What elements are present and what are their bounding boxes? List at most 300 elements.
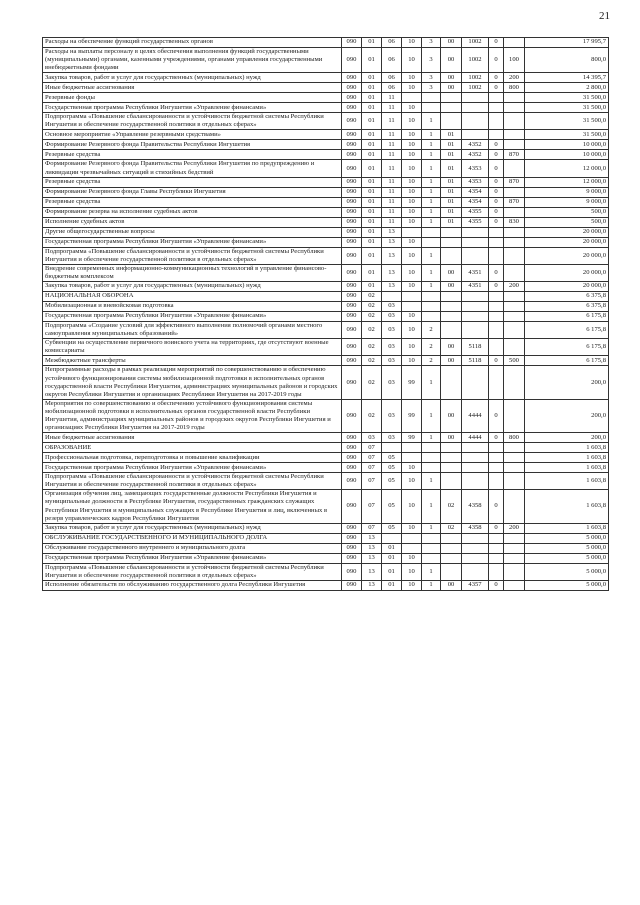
amount-cell: 5 000,0 xyxy=(525,580,609,590)
row-name: Иные бюджетные ассигнования xyxy=(43,433,342,443)
code-cell: 10 xyxy=(402,563,422,580)
code-cell: 10 xyxy=(402,264,422,281)
table-row xyxy=(43,237,609,247)
code-cell xyxy=(441,93,462,103)
row-name: Расходы на обеспечение функций государственных органов xyxy=(43,38,342,48)
row-name: Мероприятия по совершенствованию и обеспечению устойчивого функционирования системы мобилизационной подготовки в исполнительных органов государственной власти Республики Ингушетия, администрациях муниципальных районов и городских округов Республики Ингушетия и организациях Республики Ингушетия на 2017-2019 годы xyxy=(43,399,342,432)
code-cell: 13 xyxy=(362,533,382,543)
code-cell xyxy=(489,366,504,399)
code-cell: 01 xyxy=(362,73,382,83)
table-row xyxy=(43,523,609,533)
code-cell: 01 xyxy=(441,150,462,160)
row-name: Мобилизационная и вневойсковая подготовка xyxy=(43,302,342,312)
code-cell xyxy=(441,563,462,580)
code-cell: 10 xyxy=(402,140,422,150)
code-cell: 090 xyxy=(342,237,362,247)
amount-cell: 31 500,0 xyxy=(525,130,609,140)
table-row xyxy=(43,130,609,140)
code-cell: 10 xyxy=(402,356,422,366)
code-cell xyxy=(489,227,504,237)
code-cell xyxy=(422,292,441,302)
code-cell: 090 xyxy=(342,73,362,83)
row-name: НАЦИОНАЛЬНАЯ ОБОРОНА xyxy=(43,292,342,302)
code-cell: 01 xyxy=(382,580,402,590)
code-cell: 01 xyxy=(362,207,382,217)
code-cell: 01 xyxy=(362,237,382,247)
code-cell: 090 xyxy=(342,177,362,187)
table-row xyxy=(43,433,609,443)
table-row xyxy=(43,399,609,432)
code-cell: 00 xyxy=(441,399,462,432)
code-cell: 4357 xyxy=(462,580,489,590)
code-cell: 07 xyxy=(362,523,382,533)
row-name: Организация обучения лиц, замещающих государственные должности Республики Ингушетия и муниципальные должности в Республике Ингушетия, государственных гражданских служащих Республики Ингушетия и муниципальных служащих в Республике Ингушетия и лиц, включенных в резерв управленческих кадров Республики Ингушетия xyxy=(43,490,342,523)
code-cell xyxy=(422,453,441,463)
row-name: Закупка товаров, работ и услуг для государственных (муниципальных) нужд xyxy=(43,282,342,292)
amount-cell: 1 603,8 xyxy=(525,473,609,490)
code-cell: 01 xyxy=(441,160,462,177)
code-cell: 06 xyxy=(382,83,402,93)
table-row xyxy=(43,48,609,73)
code-cell: 090 xyxy=(342,282,362,292)
code-cell: 13 xyxy=(382,282,402,292)
table-row xyxy=(43,160,609,177)
code-cell: 1 xyxy=(422,247,441,264)
row-name: Государственная программа Республики Ингушетия «Управление финансами» xyxy=(43,553,342,563)
code-cell: 1 xyxy=(422,160,441,177)
code-cell: 5118 xyxy=(462,339,489,356)
amount-cell: 6 175,8 xyxy=(525,312,609,322)
code-cell xyxy=(422,553,441,563)
code-cell xyxy=(489,130,504,140)
code-cell: 1 xyxy=(422,150,441,160)
table-row xyxy=(43,490,609,523)
code-cell: 01 xyxy=(362,103,382,113)
code-cell xyxy=(504,207,525,217)
code-cell: 1 xyxy=(422,282,441,292)
code-cell xyxy=(462,443,489,453)
code-cell: 00 xyxy=(441,356,462,366)
row-name: Резервные средства xyxy=(43,177,342,187)
code-cell: 13 xyxy=(362,580,382,590)
table-row xyxy=(43,366,609,399)
code-cell: 1 xyxy=(422,177,441,187)
code-cell: 10 xyxy=(402,553,422,563)
code-cell: 10 xyxy=(402,282,422,292)
code-cell: 02 xyxy=(441,523,462,533)
code-cell: 01 xyxy=(441,130,462,140)
code-cell: 090 xyxy=(342,130,362,140)
code-cell: 3 xyxy=(422,83,441,93)
code-cell xyxy=(441,366,462,399)
code-cell xyxy=(402,543,422,553)
code-cell xyxy=(422,302,441,312)
code-cell: 090 xyxy=(342,322,362,339)
code-cell: 10 xyxy=(402,38,422,48)
row-name: Резервные фонды xyxy=(43,93,342,103)
code-cell xyxy=(504,160,525,177)
code-cell xyxy=(504,103,525,113)
code-cell: 870 xyxy=(504,177,525,187)
code-cell xyxy=(504,553,525,563)
table-row xyxy=(43,312,609,322)
code-cell xyxy=(504,366,525,399)
code-cell: 10 xyxy=(402,48,422,73)
amount-cell: 6 175,8 xyxy=(525,339,609,356)
code-cell xyxy=(462,247,489,264)
table-row xyxy=(43,322,609,339)
code-cell xyxy=(489,543,504,553)
code-cell: 01 xyxy=(362,38,382,48)
code-cell xyxy=(489,312,504,322)
code-cell: 10 xyxy=(402,130,422,140)
code-cell: 0 xyxy=(489,580,504,590)
code-cell xyxy=(402,443,422,453)
code-cell xyxy=(462,543,489,553)
code-cell xyxy=(462,292,489,302)
code-cell xyxy=(441,237,462,247)
code-cell xyxy=(462,237,489,247)
code-cell: 090 xyxy=(342,580,362,590)
row-name: Межбюджетные трансферты xyxy=(43,356,342,366)
code-cell xyxy=(489,237,504,247)
row-name: Формирование резерва на исполнение судебных актов xyxy=(43,207,342,217)
code-cell: 07 xyxy=(362,443,382,453)
code-cell: 3 xyxy=(422,73,441,83)
table-row xyxy=(43,302,609,312)
code-cell: 01 xyxy=(441,177,462,187)
code-cell xyxy=(462,453,489,463)
code-cell: 01 xyxy=(362,48,382,73)
code-cell: 4352 xyxy=(462,150,489,160)
code-cell: 13 xyxy=(362,543,382,553)
code-cell xyxy=(441,322,462,339)
code-cell: 01 xyxy=(382,553,402,563)
amount-cell: 20 000,0 xyxy=(525,227,609,237)
code-cell: 10 xyxy=(402,339,422,356)
code-cell: 10 xyxy=(402,463,422,473)
code-cell: 1002 xyxy=(462,73,489,83)
amount-cell: 31 500,0 xyxy=(525,113,609,130)
code-cell: 1 xyxy=(422,580,441,590)
code-cell xyxy=(504,302,525,312)
code-cell: 090 xyxy=(342,453,362,463)
code-cell: 4355 xyxy=(462,207,489,217)
code-cell: 4355 xyxy=(462,217,489,227)
code-cell: 090 xyxy=(342,366,362,399)
table-row xyxy=(43,356,609,366)
code-cell: 02 xyxy=(362,322,382,339)
code-cell: 00 xyxy=(441,339,462,356)
amount-cell: 200,0 xyxy=(525,433,609,443)
code-cell: 1 xyxy=(422,563,441,580)
row-name: Подпрограмма «Повышение сбалансированности и устойчивости бюджетной системы Республики Ингушетия и обеспечение государственной политики в отдельных сферах» xyxy=(43,473,342,490)
table-row xyxy=(43,443,609,453)
row-name: Формирование Резервного фонда Правительства Республики Ингушетия xyxy=(43,140,342,150)
code-cell: 11 xyxy=(382,160,402,177)
code-cell: 05 xyxy=(382,453,402,463)
code-cell: 03 xyxy=(382,322,402,339)
code-cell xyxy=(504,453,525,463)
page-number: 21 xyxy=(599,10,610,22)
code-cell: 090 xyxy=(342,227,362,237)
code-cell: 01 xyxy=(441,207,462,217)
code-cell xyxy=(422,443,441,453)
code-cell: 4358 xyxy=(462,490,489,523)
code-cell xyxy=(504,38,525,48)
row-name: Государственная программа Республики Ингушетия «Управление финансами» xyxy=(43,237,342,247)
code-cell xyxy=(462,533,489,543)
code-cell: 090 xyxy=(342,563,362,580)
code-cell: 10 xyxy=(402,187,422,197)
code-cell: 4444 xyxy=(462,399,489,432)
amount-cell: 6 375,8 xyxy=(525,302,609,312)
amount-cell: 12 000,0 xyxy=(525,177,609,187)
code-cell: 4353 xyxy=(462,160,489,177)
code-cell: 00 xyxy=(441,264,462,281)
code-cell: 01 xyxy=(362,150,382,160)
code-cell xyxy=(402,302,422,312)
table-row xyxy=(43,473,609,490)
amount-cell: 20 000,0 xyxy=(525,264,609,281)
code-cell xyxy=(504,93,525,103)
code-cell: 01 xyxy=(441,140,462,150)
table-row xyxy=(43,292,609,302)
code-cell: 03 xyxy=(382,312,402,322)
code-cell: 01 xyxy=(362,140,382,150)
table-row xyxy=(43,140,609,150)
code-cell xyxy=(462,312,489,322)
code-cell xyxy=(441,553,462,563)
code-cell: 1 xyxy=(422,523,441,533)
code-cell: 11 xyxy=(382,130,402,140)
table-row xyxy=(43,207,609,217)
code-cell: 4354 xyxy=(462,187,489,197)
table-row xyxy=(43,282,609,292)
code-cell: 10 xyxy=(402,473,422,490)
code-cell: 0 xyxy=(489,282,504,292)
amount-cell: 500,0 xyxy=(525,217,609,227)
table-row xyxy=(43,73,609,83)
row-name: Государственная программа Республики Ингушетия «Управление финансами» xyxy=(43,312,342,322)
code-cell: 200 xyxy=(504,282,525,292)
code-cell: 090 xyxy=(342,197,362,207)
code-cell: 0 xyxy=(489,38,504,48)
code-cell: 10 xyxy=(402,113,422,130)
code-cell: 13 xyxy=(382,264,402,281)
code-cell: 4351 xyxy=(462,264,489,281)
code-cell: 090 xyxy=(342,433,362,443)
row-name: Подпрограмма «Создание условий для эффективного выполнения полномочий органами местного самоуправления муниципальных образований» xyxy=(43,322,342,339)
amount-cell: 800,0 xyxy=(525,48,609,73)
code-cell xyxy=(489,473,504,490)
code-cell xyxy=(504,563,525,580)
code-cell: 10 xyxy=(402,247,422,264)
code-cell xyxy=(462,113,489,130)
code-cell xyxy=(489,302,504,312)
code-cell: 0 xyxy=(489,150,504,160)
code-cell: 1 xyxy=(422,207,441,217)
code-cell xyxy=(441,443,462,453)
code-cell xyxy=(504,339,525,356)
code-cell: 02 xyxy=(362,302,382,312)
code-cell: 0 xyxy=(489,264,504,281)
code-cell xyxy=(441,247,462,264)
code-cell: 1 xyxy=(422,197,441,207)
code-cell: 1 xyxy=(422,217,441,227)
code-cell: 03 xyxy=(382,433,402,443)
amount-cell: 31 500,0 xyxy=(525,103,609,113)
code-cell xyxy=(504,473,525,490)
table-row xyxy=(43,187,609,197)
table-row xyxy=(43,580,609,590)
code-cell: 090 xyxy=(342,103,362,113)
code-cell xyxy=(489,563,504,580)
code-cell: 07 xyxy=(362,453,382,463)
code-cell: 090 xyxy=(342,48,362,73)
amount-cell: 20 000,0 xyxy=(525,282,609,292)
code-cell: 02 xyxy=(362,292,382,302)
code-cell: 0 xyxy=(489,399,504,432)
code-cell xyxy=(441,473,462,490)
row-name: Государственная программа Республики Ингушетия «Управление финансами» xyxy=(43,463,342,473)
code-cell xyxy=(402,93,422,103)
row-name: Резервные средства xyxy=(43,197,342,207)
code-cell xyxy=(504,264,525,281)
code-cell: 11 xyxy=(382,217,402,227)
code-cell: 01 xyxy=(362,187,382,197)
code-cell: 4444 xyxy=(462,433,489,443)
code-cell: 4351 xyxy=(462,282,489,292)
code-cell: 090 xyxy=(342,553,362,563)
code-cell: 01 xyxy=(382,563,402,580)
code-cell xyxy=(489,553,504,563)
code-cell: 10 xyxy=(402,312,422,322)
table-row xyxy=(43,177,609,187)
table-body xyxy=(43,38,609,591)
row-name: Иные бюджетные ассигнования xyxy=(43,83,342,93)
code-cell: 2 xyxy=(422,356,441,366)
code-cell: 1 xyxy=(422,187,441,197)
code-cell: 00 xyxy=(441,48,462,73)
code-cell: 05 xyxy=(382,490,402,523)
code-cell: 090 xyxy=(342,533,362,543)
code-cell: 01 xyxy=(362,83,382,93)
code-cell: 090 xyxy=(342,523,362,533)
amount-cell: 10 000,0 xyxy=(525,140,609,150)
code-cell: 090 xyxy=(342,160,362,177)
amount-cell: 2 800,0 xyxy=(525,83,609,93)
code-cell: 01 xyxy=(362,130,382,140)
code-cell xyxy=(441,463,462,473)
code-cell: 870 xyxy=(504,150,525,160)
code-cell: 99 xyxy=(402,366,422,399)
table-row xyxy=(43,543,609,553)
code-cell: 03 xyxy=(382,302,402,312)
code-cell: 02 xyxy=(362,339,382,356)
code-cell: 100 xyxy=(504,48,525,73)
code-cell: 03 xyxy=(382,366,402,399)
code-cell: 0 xyxy=(489,187,504,197)
code-cell: 01 xyxy=(362,160,382,177)
code-cell: 090 xyxy=(342,312,362,322)
code-cell xyxy=(382,292,402,302)
code-cell: 13 xyxy=(362,553,382,563)
code-cell: 200 xyxy=(504,523,525,533)
code-cell xyxy=(462,103,489,113)
code-cell: 0 xyxy=(489,160,504,177)
code-cell: 0 xyxy=(489,207,504,217)
code-cell: 4353 xyxy=(462,177,489,187)
budget-table xyxy=(42,37,609,591)
code-cell xyxy=(504,237,525,247)
code-cell: 0 xyxy=(489,197,504,207)
code-cell: 00 xyxy=(441,38,462,48)
code-cell: 01 xyxy=(382,543,402,553)
code-cell xyxy=(504,140,525,150)
code-cell: 10 xyxy=(402,217,422,227)
table-row xyxy=(43,463,609,473)
row-name: Профессиональная подготовка, переподготовка и повышение квалификации xyxy=(43,453,342,463)
code-cell xyxy=(489,339,504,356)
code-cell: 06 xyxy=(382,73,402,83)
code-cell: 03 xyxy=(382,339,402,356)
code-cell: 830 xyxy=(504,217,525,227)
code-cell: 3 xyxy=(422,48,441,73)
code-cell: 05 xyxy=(382,463,402,473)
row-name: Непрограммные расходы в рамках реализации мероприятий по совершенствованию и обеспечению устойчивого функционирования системы мобилизационной подготовки в исполнительных органов государственной власти Республики Ингушетия, администрациях муниципальных районов и городских округов Республики Ингушетия и организациях Республики Ингушетия на 2017-2019 годы xyxy=(43,366,342,399)
code-cell: 0 xyxy=(489,73,504,83)
table-row xyxy=(43,247,609,264)
row-name: Подпрограмма «Повышение сбалансированности и устойчивости бюджетной системы Республики Ингушетия и обеспечение государственной политики в отдельных сферах» xyxy=(43,247,342,264)
code-cell: 05 xyxy=(382,523,402,533)
code-cell: 01 xyxy=(362,197,382,207)
row-name: Основное мероприятие «Управление резервными средствами» xyxy=(43,130,342,140)
row-name: Формирование Резервного фонда Правительства Республики Ингушетия по предупреждению и ликвидации чрезвычайных ситуаций и стихийных бедствий xyxy=(43,160,342,177)
row-name: Исполнение судебных актов xyxy=(43,217,342,227)
code-cell xyxy=(441,227,462,237)
code-cell: 10 xyxy=(402,580,422,590)
code-cell: 03 xyxy=(362,433,382,443)
code-cell xyxy=(489,292,504,302)
code-cell: 11 xyxy=(382,93,402,103)
code-cell: 0 xyxy=(489,356,504,366)
amount-cell: 5 000,0 xyxy=(525,563,609,580)
code-cell xyxy=(422,103,441,113)
row-name: Внедрение современных информационно-коммуникационных технологий в управление финансово-бюджетным комплексом xyxy=(43,264,342,281)
code-cell: 0 xyxy=(489,217,504,227)
table-row xyxy=(43,217,609,227)
amount-cell: 1 603,8 xyxy=(525,523,609,533)
code-cell: 2 xyxy=(422,322,441,339)
code-cell: 10 xyxy=(402,490,422,523)
code-cell: 02 xyxy=(362,312,382,322)
table-row xyxy=(43,38,609,48)
table-row xyxy=(43,339,609,356)
code-cell: 07 xyxy=(362,463,382,473)
table-row xyxy=(43,197,609,207)
code-cell: 1 xyxy=(422,490,441,523)
code-cell: 10 xyxy=(402,523,422,533)
code-cell: 1 xyxy=(422,366,441,399)
code-cell: 01 xyxy=(362,264,382,281)
code-cell xyxy=(489,93,504,103)
code-cell xyxy=(489,247,504,264)
row-name: Исполнение обязательств по обслуживанию государственного долга Республики Ингушетия xyxy=(43,580,342,590)
code-cell xyxy=(462,366,489,399)
code-cell: 1 xyxy=(422,130,441,140)
table-row xyxy=(43,83,609,93)
